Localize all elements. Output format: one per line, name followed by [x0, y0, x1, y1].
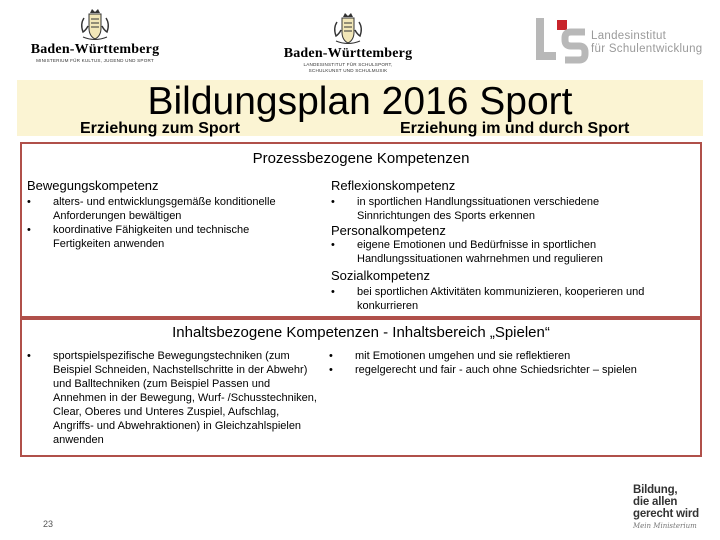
list-item: • alters- und entwicklungsgemäße konditionelle Anforderungen bewältigen [27, 195, 307, 223]
list-item: • in sportlichen Handlungssituationen verschiedene Sinnrichtungen des Sports erkennen [331, 195, 651, 223]
claim-signature: Mein Ministerium [633, 522, 697, 530]
ls-name-line1: Landesinstitut [591, 30, 667, 42]
bw-institute-name: Baden-Württemberg [283, 46, 413, 61]
logo-bw-institute [283, 12, 413, 74]
ls-logo-icon [533, 16, 589, 64]
bw-ministry-subtitle: MINISTERIUM FÜR KULTUS, JUGEND UND SPORT [36, 58, 154, 63]
content-right-list [329, 349, 679, 377]
list-item: • regelgerecht und fair - auch ohne Schiedsrichter – spielen [329, 363, 679, 377]
personal-heading: Personalkompetenz [331, 223, 446, 238]
sozial-heading: Sozialkompetenz [331, 268, 430, 283]
list-item: • sportspielspezifische Bewegungstechniken (zum Beispiel Schneiden, Nachstellschritte in der Abwehr) und Balltechniken (zum Beispiel Passen und Annehmen in der Bewegung, Wurf- /Schusstechniken, Clear, Oberes und Unteres Zuspiel, Aufschlag, Angriffs- und Abwehraktionen) in Gleichzahlspielen anwenden [27, 349, 319, 447]
ls-name [591, 30, 702, 56]
bw-institute-subtitle-2: SCHULKUNST UND SCHULMUSIK [308, 68, 388, 73]
list-item: • eigene Emotionen und Bedürfnisse in sportlichen Handlungssituationen wahrnehmen und regulieren [331, 238, 651, 266]
process-competencies-title: Prozessbezogene Kompetenzen [252, 150, 470, 167]
content-competencies-box [20, 318, 702, 457]
reflexion-heading: Reflexionskompetenz [331, 178, 456, 193]
subtitle-left: Erziehung zum Sport [80, 120, 240, 137]
claim-line1: Bildung, [633, 484, 678, 496]
bw-institute-subtitle-1: LANDESINSTITUT FÜR SCHULSPORT, [303, 62, 393, 67]
bewegung-list [27, 195, 307, 251]
subtitle-right: Erziehung im und durch Sport [400, 120, 630, 137]
claim-line2: die allen [633, 496, 678, 508]
logo-landesinstitut-schulentwicklung [533, 16, 713, 64]
coat-of-arms-icon [328, 12, 368, 46]
bewegung-heading: Bewegungskompetenz [27, 178, 159, 193]
personal-list [331, 238, 651, 266]
sozial-list [331, 285, 681, 313]
bw-ministry-name: Baden-Württemberg [30, 42, 160, 57]
list-item: • koordinative Fähigkeiten und technische Fertigkeiten anwenden [27, 223, 307, 251]
ls-name-line2: für Schulentwicklung [591, 43, 703, 55]
claim-line3: gerecht wird [633, 508, 699, 520]
list-item: • mit Emotionen umgehen und sie reflektieren [329, 349, 679, 363]
content-left-list [27, 349, 319, 447]
reflexion-list [331, 195, 651, 223]
page-number: 23 [43, 519, 54, 529]
logo-bw-ministry [20, 8, 170, 68]
process-competencies-box [20, 142, 702, 318]
coat-of-arms-icon [75, 8, 115, 42]
page-title: Bildungsplan 2016 Sport [147, 80, 573, 123]
content-competencies-title: Inhaltsbezogene Kompetenzen - Inhaltsbereich „Spielen“ [172, 324, 550, 341]
list-item: • bei sportlichen Aktivitäten kommunizieren, kooperieren und konkurrieren [331, 285, 681, 313]
claim-logo [633, 484, 713, 530]
